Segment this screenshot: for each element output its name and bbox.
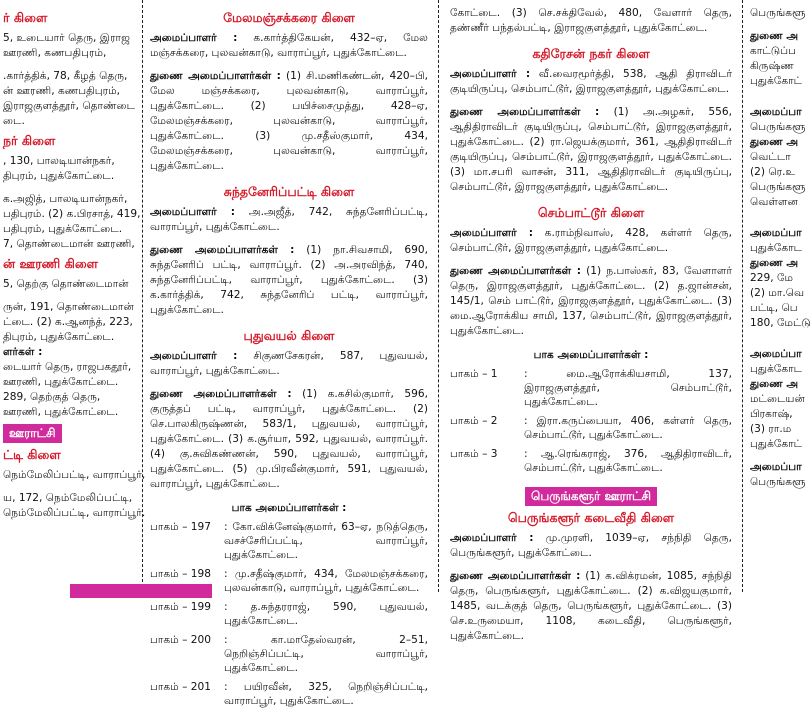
section-heading: ட்டி கிளை <box>3 447 61 462</box>
text-fragment: (3) ரா.ம <box>750 423 792 435</box>
role-label: துணை அமைப்பாளர்கள் : <box>450 265 581 277</box>
member-entry <box>150 69 428 174</box>
unit-number: பாகம் – 2 <box>450 415 498 427</box>
text-fragment: இராஜகுளத்தூர், தொண்டை <box>3 100 136 112</box>
member-entry <box>450 67 732 97</box>
member-entry <box>450 6 732 36</box>
member-details: க.கார்த்திகேயன், 432–ஏ, மேல மஞ்சக்கரை, புலவன்காடு, வாராப்பூர், புதுக்கோட்டை. <box>150 32 428 59</box>
unit-row <box>450 366 732 413</box>
panchayat-banner-wrap <box>3 422 138 443</box>
unit-number: பாகம் – 1 <box>450 368 498 380</box>
member-details: (1) ந.பாஸ்கர், 83, வேளாளர் தெரு, இராஜகுளத்தூர், புதுக்கோட்டை. (2) த.ஜான்சன், 145/1, செம் பாட்டூர், இராஜகுளத்தூர், புதுக்கோட்டை. (3) மை.ஆரோக்கிய சாமி, 137, செம்பாட்டூர், இராஜகுளத்தூர், புதுக்கோட்டை. <box>450 265 732 337</box>
member-details: (1) நா.சிவசாமி, 690, சுந்தனேரிப் பட்டி, வாராப்பூர். (2) அ.அரவிந்த், 740, சுந்தனேரிப்பட்டி, வாராப்பூர், புதுக்கோட்டை. (3) க.கார்த்திக், 742, சுந்தனேரிப் பட்டி, வாராப்பூர், புதுக்கோட்டை. <box>150 244 428 316</box>
unit-number: பாகம் – 199 <box>150 601 211 613</box>
unit-organisers-table <box>150 519 428 712</box>
text-fragment: அமைப்பா <box>750 348 802 360</box>
column-kathiresan-nagar <box>442 0 738 642</box>
column-divider <box>742 0 743 592</box>
member-details: (1) க.கசில்குமார், 596, குருத்தப் பட்டி, வாராப்பூர், புதுக்கோட்டை. (2) செ.பாலகிருஷ்ணன், 583/1, புதுவயல், வாராப்பூர், புதுக்கோட்டை. (3) க.சூர்யா, 592, புதுவயல், வாராப்பூர். (4) கு.சுவிகண்ணன், 590, புதுவயல், வாராப்பூர், புதுக்கோட்டை. (5) மு.பிரவீன்குமார், 591, புதுவயல், வாராப்பூர், புதுக்கோட்டை. <box>150 388 428 490</box>
text-fragment: திபுரம், புதுக்கோட்டை. <box>3 331 115 343</box>
member-details: கோட்டை. (3) செ.சக்திவேல், 480, வேளார் தெரு, தண்ணீர் பந்தல்பட்டி, இராஜகுளத்தூர், புதுக்கோட்டை. <box>450 7 732 34</box>
member-entry <box>450 531 732 561</box>
unit-number: பாகம் – 201 <box>150 681 211 693</box>
text-fragment: புதுக்கோட <box>750 242 803 254</box>
text-fragment: (2) மா.வெ <box>750 287 805 299</box>
text-fragment: காட்டுப்ப <box>750 45 796 57</box>
text-fragment: துணை அ <box>750 378 799 390</box>
text-fragment: பெருங்களூ <box>750 476 806 488</box>
text-fragment: பெருங்களூ <box>750 121 806 133</box>
text-fragment: டை. <box>3 115 25 127</box>
role-label: துணை அமைப்பாளர்கள் : <box>150 388 292 400</box>
text-fragment: பட்டி, பெ <box>750 302 798 314</box>
branch-heading: சுந்தனேரிப்பட்டி கிளை <box>223 184 355 199</box>
text-fragment: ய, 172, நெம்மேலிப்பட்டி, <box>3 492 133 504</box>
member-details: க.ராம்நிவாஸ், 428, கள்ளர் தெரு, செம்பாட்டூர், இராஜகுளத்தூர், புதுக்கோட்டை. <box>450 227 732 254</box>
text-fragment: 7, தொண்டைமான் ஊரணி, <box>3 238 135 250</box>
unit-number: பாகம் – 200 <box>150 634 211 646</box>
text-fragment: பெருங்களூ <box>750 7 806 19</box>
member-details: அ.அஜீத், 742, சுந்தனேரிப்பட்டி, வாராப்பூர், புதுக்கோட்டை. <box>150 206 428 233</box>
text-fragment: ஊரணி, கணபதிபுரம், <box>3 47 107 59</box>
role-label: அமைப்பாளர் : <box>150 350 238 362</box>
text-fragment: 229, மே <box>750 272 794 284</box>
text-fragment: 5, உடையார் தெரு, இராஜ <box>3 32 130 44</box>
text-fragment: வெள்ளன <box>750 196 798 208</box>
role-label: துணை அமைப்பாளர்கள் : <box>150 244 295 256</box>
unit-row <box>150 679 428 712</box>
sub-heading: பாக அமைப்பாளர்கள் : <box>533 349 649 361</box>
role-label: அமைப்பாளர் : <box>450 227 533 239</box>
unit-organiser: : கா.மாதேஸ்வரன், 2–51, நெறிஞ்சிப்பட்டி, வாராப்பூர், புதுக்கோட்டை. <box>224 634 428 674</box>
text-fragment: அமைப்பா <box>750 461 802 473</box>
text-fragment: 180, மேட்டு <box>750 317 811 329</box>
column-divider <box>438 0 439 592</box>
text-fragment: .கார்த்திக், 78, கீழத் தெரு, <box>3 70 128 82</box>
member-details: (1) அ.அழகர், 556, ஆதிதிராவிடர் குடியிருப்பு, செம்பாட்டூர், இராஜகுளத்தூர், புதுக்கோட்டை. (2) ரா.ஜெயக்குமார், 361, ஆதிதிராவிடர் குடியிருப்பு, செம்பாட்டூர், இராஜகுளத்தூர், புதுக்கோட்டை. (3) மா.சபரி வாசன், 311, ஆதிதிராவிடர் குடியிருப்பு, செம்பாட்டூர், இராஜகுளத்தூர், புதுக்கோட்டை. <box>450 106 732 193</box>
text-fragment: ருன், 191, தொண்டைமான் <box>3 301 134 313</box>
role-label: துணை அமைப்பாளர்கள் : <box>450 106 600 118</box>
panchayat-banner: ஊராட்சி <box>3 424 62 443</box>
column-right-partial <box>746 0 811 592</box>
text-fragment: பதிபுரம், புதுக்கோட்டை. <box>3 223 123 235</box>
text-fragment: ஊரணி, புதுக்கோட்டை. <box>3 376 119 388</box>
section-heading: ன் ஊரணி கிளை <box>3 256 98 271</box>
member-entry <box>150 243 428 318</box>
unit-row <box>150 519 428 566</box>
unit-organiser: : இரா.கருப்பையா, 406, கள்ளர் தெரு, செம்பாட்டூர், புதுக்கோட்டை. <box>524 415 732 441</box>
section-heading: நர் கிளை <box>3 133 56 148</box>
member-entry <box>450 264 732 339</box>
branch-heading: பெருங்களூர் கடைவீதி கிளை <box>507 510 675 525</box>
unit-organiser: : ஆ.ரெங்கராஜ், 376, ஆதிதிராவிடர், செம்பாட்டூர், புதுக்கோட்டை. <box>524 448 732 474</box>
text-fragment: டையார் தெரு, ராஜபகதூர், <box>3 361 132 373</box>
unit-organiser: : பயிரவீன், 325, நெறிஞ்சிப்பட்டி, வாராப்பூர், புதுக்கோட்டை. <box>224 681 428 707</box>
text-fragment: புதுக்கோட் <box>750 438 803 450</box>
unit-number: பாகம் – 198 <box>150 568 211 580</box>
branch-heading: செம்பாட்டூர் கிளை <box>537 205 645 220</box>
text-fragment: க.அஜித், பாலடியான்நகர், <box>3 193 128 205</box>
text-fragment: அமைப்பா <box>750 227 802 239</box>
text-fragment: புதுக்கோட <box>750 363 803 375</box>
branch-heading: மேலமஞ்சக்கரை கிளை <box>223 10 355 25</box>
member-entry <box>150 205 428 235</box>
panchayat-banner-wrap <box>450 485 732 506</box>
unit-organiser: : மை.ஆரோக்கியசாமி, 137, இராஜகுளத்தூர், செம்பாட்டூர், புதுக்கோட்டை. <box>524 368 732 408</box>
unit-row <box>450 446 732 479</box>
unit-row <box>450 413 732 446</box>
text-fragment: நெம்மேலிப்பட்டி, வாராப்பூர், <box>3 469 146 481</box>
text-fragment: மட்டையன் <box>750 393 805 405</box>
text-fragment: கிருஷ்ண <box>750 60 794 72</box>
text-fragment: நெம்மேலிப்பட்டி, வாராப்பூர். <box>3 507 146 519</box>
text-fragment: வெட்டா <box>750 151 791 163</box>
role-label: அமைப்பாளர் : <box>150 32 238 44</box>
member-entry <box>450 569 732 644</box>
text-fragment: துணை அ <box>750 136 799 148</box>
role-label: அமைப்பாளர் : <box>450 68 531 80</box>
text-fragment: துணை அ <box>750 30 799 42</box>
section-heading: ர் கிளை <box>3 10 48 25</box>
unit-organiser: : த.சுந்தரராஜ், 590, புதுவயல், புதுக்கோட்டை. <box>224 601 428 627</box>
unit-organiser: : மு.சதீஷ்குமார், 434, மேலமஞ்சக்கரை, புலவன்காடு, வாராப்பூர், புதுக்கோட்டை. <box>224 568 428 594</box>
text-fragment: திபுரம், புதுக்கோட்டை. <box>3 170 115 182</box>
role-label: அமைப்பாளர் : <box>150 206 236 218</box>
column-left-partial <box>0 0 146 592</box>
text-fragment: ளர்கள் : <box>3 346 43 358</box>
unit-row <box>150 632 428 679</box>
member-entry <box>450 226 732 256</box>
text-fragment: ட்டை. (2) க.ஆனந்த், 223, <box>3 316 133 328</box>
role-label: துணை அமைப்பாளர்கள் : <box>450 570 581 582</box>
role-label: அமைப்பாளர் : <box>450 532 534 544</box>
text-fragment: பதிபுரம். (2) க.பிரசாத், 419, <box>3 208 141 220</box>
text-fragment: புதுக்கோட் <box>750 75 803 87</box>
unit-number: பாகம் – 3 <box>450 448 498 460</box>
unit-number: பாகம் – 197 <box>150 521 211 533</box>
member-details: மு.முரளி, 1039–ஏ, சந்நிதி தெரு, பெருங்களூர், புதுக்கோட்டை. <box>450 532 732 559</box>
column-melamanjakkarai <box>142 0 434 707</box>
text-fragment: , 130, பாலடியான்நகர், <box>3 155 115 167</box>
text-fragment: பிரகாஷ், <box>750 408 793 420</box>
role-label: துணை அமைப்பாளர்கள் : <box>150 70 281 82</box>
banner-stub <box>70 584 212 598</box>
panchayat-banner: பெருங்களூர் ஊராட்சி <box>525 487 657 506</box>
text-fragment: ன் ஊரணி, கணபதிபுரம், <box>3 85 121 97</box>
member-details: சிகுணசேகரன், 587, புதுவயல், வாராப்பூர், புதுக்கோட்டை. <box>150 350 428 377</box>
member-entry <box>450 105 732 195</box>
text-fragment: ஊரணி, புதுக்கோட்டை. <box>3 406 119 418</box>
unit-row <box>150 599 428 632</box>
member-details: வீ.வைரமூர்த்தி, 538, ஆதி திராவிடர் குடியிருப்பு, செம்பாட்டூர், இராஜகுளத்தூர், புதுக்கோட்டை. <box>450 68 732 95</box>
member-entry <box>150 349 428 379</box>
text-fragment: 5, தெற்கு தொண்டைமான் <box>3 278 129 290</box>
branch-heading: கதிரேசன் நகர் கிளை <box>532 46 650 61</box>
text-fragment: 289, தெற்குத் தெரு, <box>3 391 101 403</box>
member-entry <box>150 31 428 61</box>
text-fragment: அமைப்பா <box>750 106 802 118</box>
unit-organiser: : கோ.விக்னேஷ்குமார், 63–ஏ, நடுத்தெரு, வசச்சேரிப்பட்டி, வாராப்பூர், புதுக்கோட்டை. <box>224 521 428 561</box>
member-details: (1) க.விக்ரமன், 1085, சந்நிதி தெரு, பெருங்களூர், புதுக்கோட்டை. (2) க.விஜயகுமார், 1485, வடக்குத் தெரு, பெருங்களூர், புதுக்கோட்டை. (3) செ.உருமையா, 1108, கடைவீதி, பெருங்களூர், புதுக்கோட்டை. <box>450 570 733 642</box>
member-entry <box>150 387 428 492</box>
branch-heading: புதுவயல் கிளை <box>243 328 335 343</box>
text-fragment: (2) ரெ.உ <box>750 166 796 178</box>
sub-heading: பாக அமைப்பாளர்கள் : <box>231 502 347 514</box>
member-details: (1) சி.மணிகண்டன், 420–பி, மேல மஞ்சக்கரை, புலவன்காடு, வாராப்பூர், புதுக்கோட்டை. (2) பயிச்சைமுத்து, 428–ஏ, மேலமஞ்சக்கரை, புலவன்காடு, வாராப்பூர், புதுக்கோட்டை. (3) மு.சதீஸ்குமார், 434, மேலமஞ்சக்கரை, புலவன்காடு, வாராப்பூர், புதுக்கோட்டை. <box>150 70 428 172</box>
text-fragment: பெருங்களூ <box>750 181 806 193</box>
text-fragment: துணை அ <box>750 257 799 269</box>
unit-organisers-table <box>450 366 732 479</box>
